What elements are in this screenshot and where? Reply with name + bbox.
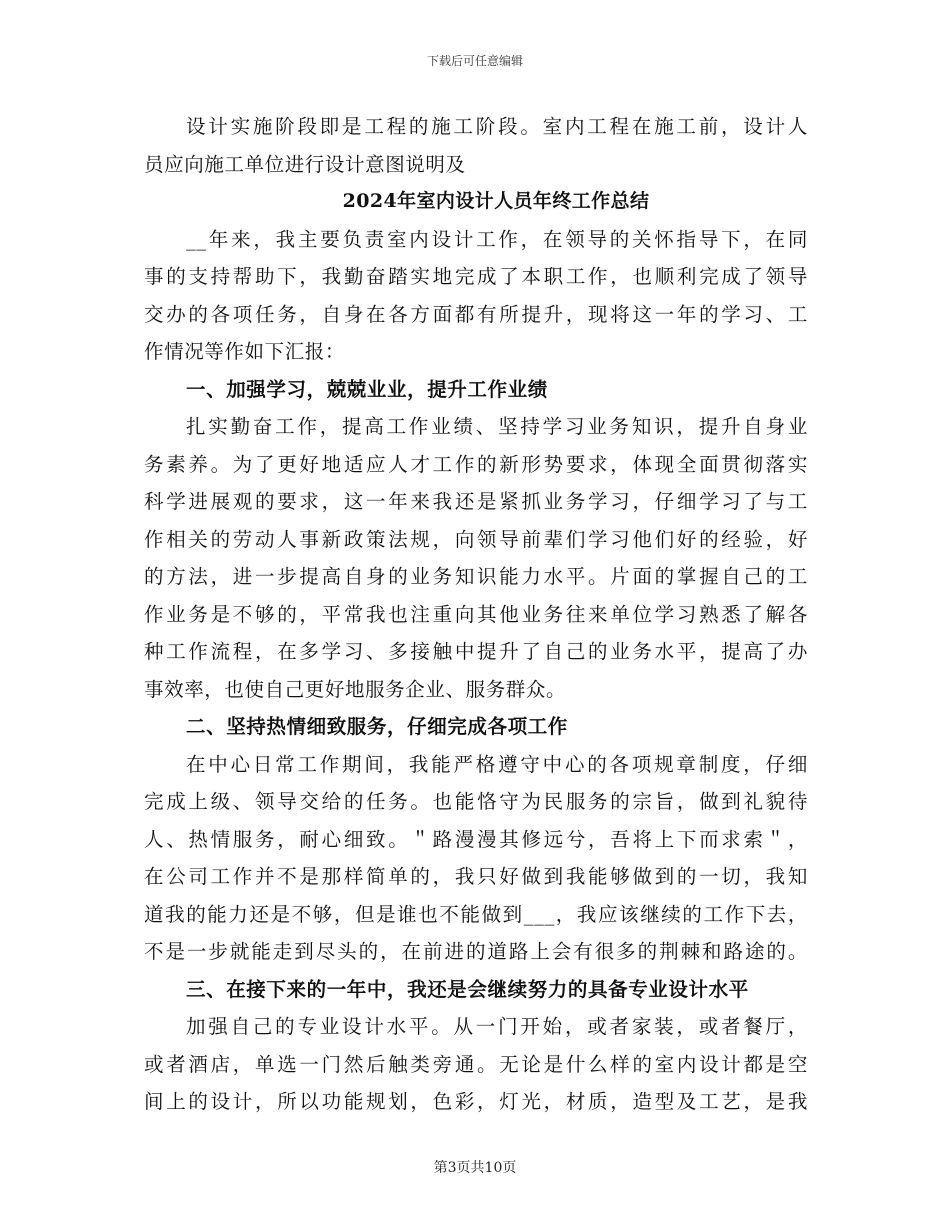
paragraph-line: 加强自己的专业设计水平。从一门开始，或者家装，或者餐厅，: [186, 1015, 808, 1038]
paragraph-line: 作业务是不够的，平常我也注重向其他业务往来单位学习熟悉了解各: [144, 602, 808, 626]
section-heading: 一、加强学习，兢兢业业，提升工作业绩: [186, 377, 548, 401]
document-title: 2024年室内设计人员年终工作总结: [342, 190, 650, 212]
paragraph-line: 设计实施阶段即是工程的施工阶段。室内工程在施工前，设计人: [186, 115, 808, 138]
paragraph-line: 务素养。为了更好地适应人才工作的新形势要求，体现全面贯彻落实: [144, 452, 808, 476]
paragraph-line: 员应向施工单位进行设计意图说明及: [144, 152, 466, 176]
paragraph-line: 事的支持帮助下，我勤奋踏实地完成了本职工作，也顺利完成了领导: [144, 265, 808, 288]
paragraph-line: 人、热情服务，耐心细致。＂路漫漫其修远兮，吾将上下而求索＂，: [144, 827, 808, 851]
paragraph-line: 事效率，也使自己更好地服务企业、服务群众。: [144, 677, 567, 701]
paragraph-line: 完成上级、领导交给的任务。也能恪守为民服务的宗旨，做到礼貌待: [144, 790, 808, 813]
paragraph-line: 科学进展观的要求，这一年来我还是紧抓业务学习，仔细学习了与工: [144, 490, 808, 513]
paragraph-line: 作情况等作如下汇报：: [144, 340, 346, 363]
paragraph-line: 交办的各项任务，自身在各方面都有所提升，现将这一年的学习、工: [144, 302, 808, 326]
section-heading: 三、在接下来的一年中，我还是会继续努力的具备专业设计水平: [186, 977, 749, 1001]
paragraph-line: 间上的设计，所以功能规划，色彩，灯光，材质，造型及工艺，是我: [144, 1090, 808, 1113]
paragraph-line: 不是一步就能走到尽头的，在前进的道路上会有很多的荆棘和路途的。: [144, 940, 808, 963]
paragraph-line: 的方法，进一步提高自身的业务知识能力水平。片面的掌握自己的工: [144, 565, 808, 588]
paragraph-line: 道我的能力还是不够，但是谁也不能做到___，我应该继续的工作下去，: [144, 902, 808, 926]
paragraph-line: 种工作流程，在多学习、多接触中提升了自己的业务水平，提高了办: [144, 640, 808, 663]
page-footer: 第3页共10页: [433, 1160, 517, 1176]
paragraph-line: 作相关的劳动人事新政策法规，向领导前辈们学习他们好的经验，好: [144, 527, 808, 551]
paragraph-line: 扎实勤奋工作，提高工作业绩、坚持学习业务知识，提升自身业: [186, 415, 808, 438]
section-heading: 二、坚持热情细致服务，仔细完成各项工作: [186, 715, 568, 738]
page-header: 下载后可任意编辑: [426, 54, 523, 68]
document-body: [144, 108, 808, 1121]
paragraph-line: 在公司工作并不是那样简单的，我只好做到我能够做到的一切，我知: [144, 865, 808, 888]
paragraph-line: __年来，我主要负责室内设计工作，在领导的关怀指导下，在同: [186, 227, 808, 251]
paragraph-line: 或者酒店，单选一门然后触类旁通。无论是什么样的室内设计都是空: [144, 1052, 808, 1076]
paragraph-line: 在中心日常工作期间，我能严格遵守中心的各项规章制度，仔细: [186, 752, 808, 776]
